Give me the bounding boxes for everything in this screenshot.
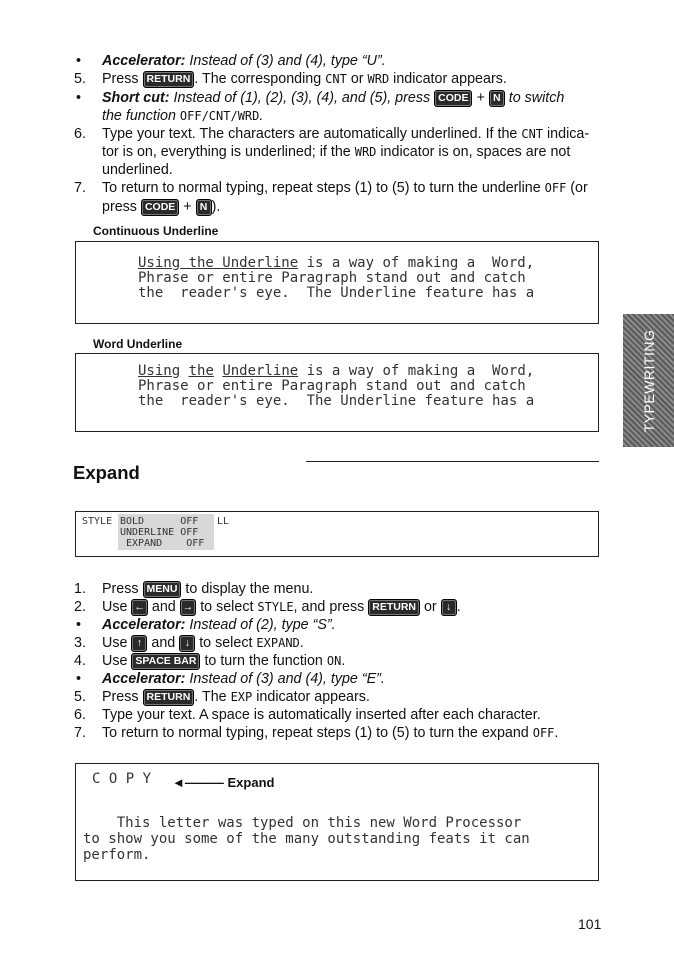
- menu-item: UNDERLINE OFF: [120, 527, 199, 538]
- step-number: 4.: [74, 653, 86, 669]
- text: +: [179, 199, 196, 215]
- shortcut-line-cont: [102, 107, 263, 125]
- label-bold: Accelerator:: [102, 617, 186, 633]
- text: to select: [196, 599, 258, 615]
- text: Instead of (1), (2), (3), (4), and (5), press: [169, 90, 435, 106]
- code-expand: EXPAND: [256, 636, 300, 650]
- text: Instead of (3) and (4), type “E”.: [185, 671, 385, 687]
- code-key: CODE: [434, 90, 472, 107]
- step-number: 6.: [74, 707, 86, 723]
- text: Use: [102, 599, 132, 615]
- text: Instead of (3) and (4), type “U”.: [185, 53, 386, 69]
- label-bold: Accelerator:: [102, 671, 186, 687]
- code-wrd: WRD: [354, 145, 377, 159]
- step-line-cont: [102, 143, 570, 161]
- text: . The corresponding: [194, 71, 326, 87]
- code-exp: EXP: [230, 690, 253, 704]
- text: (or: [566, 180, 588, 196]
- menu-key: MENU: [143, 581, 182, 598]
- bullet: •: [76, 617, 82, 633]
- underlined-phrase: Using the Underline: [138, 255, 299, 271]
- text: .: [259, 108, 264, 124]
- text: .: [456, 599, 461, 615]
- text: +: [472, 90, 489, 106]
- continuous-underline-heading: Continuous Underline: [93, 224, 219, 238]
- accelerator-line: [102, 52, 386, 70]
- menu-style-label: STYLE: [82, 516, 113, 527]
- underlined-word: Using: [138, 363, 181, 379]
- underlined-word: the: [188, 363, 214, 379]
- text: indicator appears.: [252, 689, 370, 705]
- text: is a way of making a Word,: [298, 255, 535, 271]
- text: or: [420, 599, 441, 615]
- label-bold: Accelerator:: [102, 53, 186, 69]
- menu-item: EXPAND OFF: [120, 538, 205, 549]
- code-function: OFF/CNT/WRD: [179, 109, 260, 123]
- text: .: [341, 653, 346, 669]
- step-line-cont: underlined.: [102, 162, 173, 178]
- continuous-sample-line: Phrase or entire Paragraph stand out and catch: [138, 270, 526, 286]
- divider: [306, 461, 599, 462]
- code-key: CODE: [141, 199, 179, 216]
- step-line: [102, 598, 461, 616]
- step-line: [102, 179, 588, 197]
- text: indicator is on, spaces are not: [376, 144, 571, 160]
- text: and: [147, 599, 180, 615]
- bullet: •: [76, 53, 82, 69]
- down-arrow-key: ↓: [441, 599, 457, 616]
- code-off: OFF: [544, 181, 567, 195]
- text: is a way of making a Word,: [298, 363, 535, 379]
- step-line: [102, 634, 304, 652]
- text: Use: [102, 653, 132, 669]
- accelerator-line: [102, 616, 336, 634]
- return-key: RETURN: [143, 689, 195, 706]
- code-cnt: CNT: [521, 127, 544, 141]
- step-line-cont: [102, 198, 220, 216]
- code-off: OFF: [532, 726, 555, 740]
- word-sample-line: Phrase or entire Paragraph stand out and catch: [138, 378, 526, 394]
- word-sample-line: the reader's eye. The Underline feature has a: [138, 393, 535, 409]
- menu-item: BOLD OFF: [120, 516, 199, 527]
- text: Press: [102, 689, 143, 705]
- text: Use: [102, 635, 132, 651]
- text: ).: [211, 199, 221, 215]
- code-wrd: WRD: [367, 72, 390, 86]
- section-tab: [623, 314, 674, 447]
- text: tor is on, everything is underlined; if the: [102, 144, 355, 160]
- menu-style-tail: LL: [217, 516, 230, 527]
- word-underline-heading: Word Underline: [93, 337, 183, 351]
- page-number: 101: [578, 916, 602, 932]
- text: Press: [102, 71, 143, 87]
- text: .: [554, 725, 559, 741]
- step-number: 1.: [74, 581, 86, 597]
- text: to display the menu.: [181, 581, 314, 597]
- code-cnt: CNT: [325, 72, 347, 86]
- step-line: [102, 688, 370, 706]
- step-number: 5.: [74, 71, 86, 87]
- text: Press: [102, 581, 143, 597]
- text: Type your text. The characters are automatically underlined. If the: [102, 126, 522, 142]
- step-number: 2.: [74, 599, 86, 615]
- text: To return to normal typing, repeat steps (1) to (5) to turn the expand: [102, 725, 533, 741]
- step-number: 7.: [74, 725, 86, 741]
- sample-letter-line: perform.: [83, 847, 151, 863]
- text: and: [147, 635, 180, 651]
- left-arrow-key: ←: [131, 599, 148, 616]
- accelerator-line: [102, 670, 385, 688]
- arrow-left-icon: ◄———: [172, 775, 224, 790]
- section-tab-label: TYPEWRITING: [640, 329, 657, 432]
- text: or: [346, 71, 368, 87]
- return-key: RETURN: [143, 71, 195, 88]
- text: .: [299, 635, 304, 651]
- text: To return to normal typing, repeat steps (1) to (5) to turn the underline: [102, 180, 545, 196]
- step-line: [102, 125, 589, 143]
- step-number: 3.: [74, 635, 86, 651]
- step-line: Type your text. A space is automatically inserted after each character.: [102, 707, 541, 723]
- text: indica-: [543, 126, 590, 142]
- label-bold: Short cut:: [102, 90, 170, 106]
- expanded-text-sample: C O P Y: [92, 771, 152, 787]
- step-line: [102, 724, 558, 742]
- shortcut-line: [102, 89, 564, 107]
- text: to turn the function: [200, 653, 327, 669]
- text: , and press: [293, 599, 369, 615]
- space-bar-key: SPACE BAR: [131, 653, 200, 670]
- section-title: Expand: [73, 462, 140, 483]
- text: to switch: [504, 90, 565, 106]
- return-key: RETURN: [368, 599, 420, 616]
- text: to select: [195, 635, 257, 651]
- code-style: STYLE: [257, 600, 294, 614]
- step-number: 5.: [74, 689, 86, 705]
- step-number: 7.: [74, 180, 86, 196]
- sample-letter-line: This letter was typed on this new Word Processor: [83, 815, 522, 831]
- n-key: N: [489, 90, 505, 107]
- text: indicator appears.: [389, 71, 507, 87]
- text: . The: [194, 689, 231, 705]
- down-arrow-key: ↓: [179, 635, 195, 652]
- step-number: 6.: [74, 126, 86, 142]
- step-line: [102, 580, 313, 598]
- text: the function: [102, 108, 180, 124]
- text: Instead of (2), type “S”.: [185, 617, 336, 633]
- step-line: [102, 652, 345, 670]
- annotation-label: Expand: [227, 775, 275, 790]
- step-line: [102, 70, 507, 88]
- text: press: [102, 199, 141, 215]
- underlined-word: Underline: [222, 363, 299, 379]
- n-key: N: [196, 199, 212, 216]
- continuous-sample-line: the reader's eye. The Underline feature has a: [138, 285, 535, 301]
- up-arrow-key: ↑: [131, 635, 147, 652]
- bullet: •: [76, 671, 82, 687]
- sample-letter-line: to show you some of the many outstanding feats it can: [83, 831, 530, 847]
- expand-annotation: [172, 774, 274, 792]
- code-on: ON: [326, 654, 342, 668]
- bullet: •: [76, 90, 82, 106]
- right-arrow-key: →: [180, 599, 197, 616]
